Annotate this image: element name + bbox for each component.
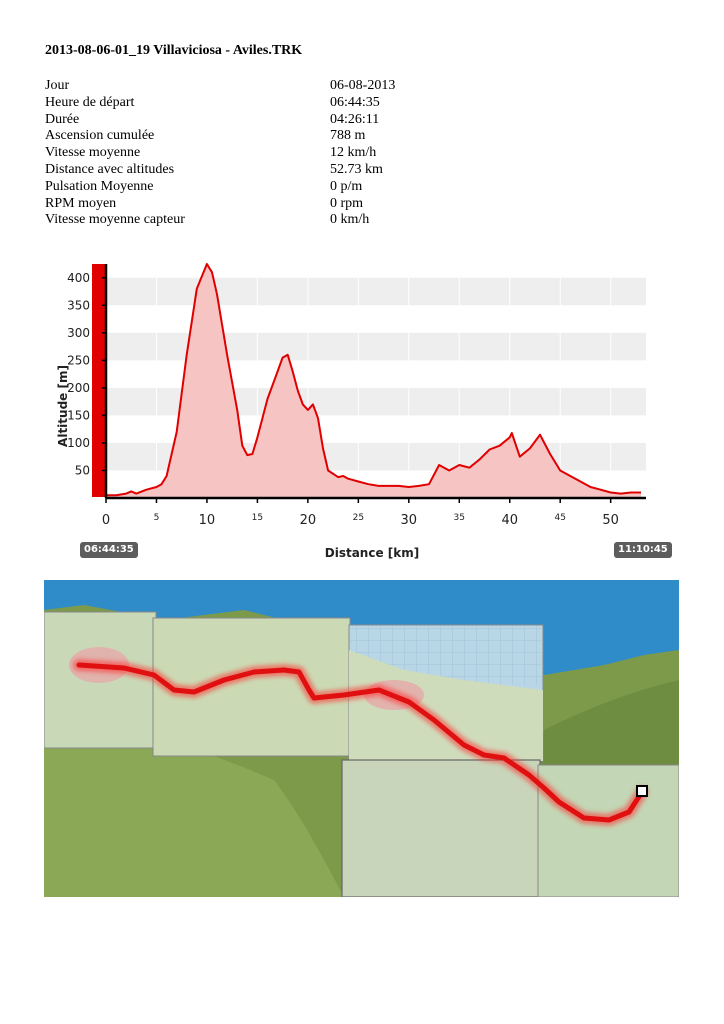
stat-label: Pulsation Moyenne bbox=[45, 178, 154, 194]
stat-row bbox=[45, 162, 445, 179]
stat-label: Vitesse moyenne capteur bbox=[45, 212, 185, 228]
x-tick-label: 50 bbox=[602, 513, 619, 528]
start-time-badge: 06:44:35 bbox=[80, 542, 138, 558]
x-ticks bbox=[102, 498, 619, 528]
stat-row bbox=[45, 112, 445, 129]
x-tick-label: 10 bbox=[198, 513, 216, 528]
stat-value: 12 km/h bbox=[330, 145, 377, 161]
stat-row bbox=[45, 179, 445, 196]
x-tick-label: 5 bbox=[153, 513, 160, 523]
stat-label: RPM moyen bbox=[45, 195, 117, 211]
end-marker bbox=[637, 786, 647, 796]
stat-label: Vitesse moyenne bbox=[45, 145, 141, 161]
stat-value: 0 p/m bbox=[330, 178, 363, 194]
route-map bbox=[44, 580, 679, 897]
stat-row bbox=[45, 128, 445, 145]
x-tick-label: 30 bbox=[400, 513, 418, 528]
stat-row bbox=[45, 212, 445, 229]
stat-label: Jour bbox=[45, 78, 70, 93]
stat-label: Distance avec altitudes bbox=[45, 161, 175, 177]
stat-value: 0 km/h bbox=[330, 212, 370, 228]
x-tick-label: 45 bbox=[554, 513, 566, 523]
y-tick-label: 50 bbox=[74, 463, 90, 478]
x-tick-label: 20 bbox=[299, 513, 317, 528]
stat-row bbox=[45, 196, 445, 213]
stat-label: Durée bbox=[45, 111, 80, 127]
y-tick-label: 100 bbox=[67, 435, 90, 450]
map-tile bbox=[342, 760, 540, 897]
stat-row bbox=[45, 95, 445, 112]
x-axis-label: Distance [km] bbox=[324, 546, 420, 560]
elevation-chart bbox=[50, 256, 650, 566]
altitude-bar bbox=[92, 264, 106, 497]
y-tick-label: 250 bbox=[67, 353, 90, 368]
grid-band bbox=[106, 278, 646, 306]
y-tick-label: 400 bbox=[67, 270, 90, 285]
stats-table bbox=[45, 78, 445, 229]
x-tick-label: 25 bbox=[352, 513, 365, 523]
x-tick-label: 35 bbox=[453, 513, 465, 523]
stat-row bbox=[45, 78, 445, 95]
x-tick-label: 0 bbox=[101, 513, 111, 528]
stat-value: 06-08-2013 bbox=[330, 78, 396, 93]
end-time-badge: 11:10:45 bbox=[614, 542, 672, 558]
y-tick-label: 300 bbox=[67, 325, 90, 340]
x-tick-label: 15 bbox=[251, 513, 264, 523]
x-tick-label: 40 bbox=[501, 513, 519, 528]
stat-value: 04:26:11 bbox=[330, 111, 380, 127]
y-axis-label: Altitude [m] bbox=[56, 365, 70, 447]
map-tile bbox=[538, 765, 679, 897]
stat-value: 0 rpm bbox=[330, 195, 364, 211]
stat-label: Ascension cumulée bbox=[45, 128, 155, 144]
y-tick-label: 150 bbox=[67, 408, 90, 423]
y-tick-label: 350 bbox=[67, 298, 90, 313]
stat-label: Heure de départ bbox=[45, 94, 135, 110]
stat-value: 06:44:35 bbox=[330, 94, 380, 110]
stat-value: 52.73 km bbox=[330, 161, 383, 177]
stat-value: 788 m bbox=[330, 128, 366, 144]
stat-row bbox=[45, 145, 445, 162]
y-tick-label: 200 bbox=[67, 380, 90, 395]
document-title: 2013-08-06-01_19 Villaviciosa - Aviles.TRK bbox=[45, 43, 303, 58]
